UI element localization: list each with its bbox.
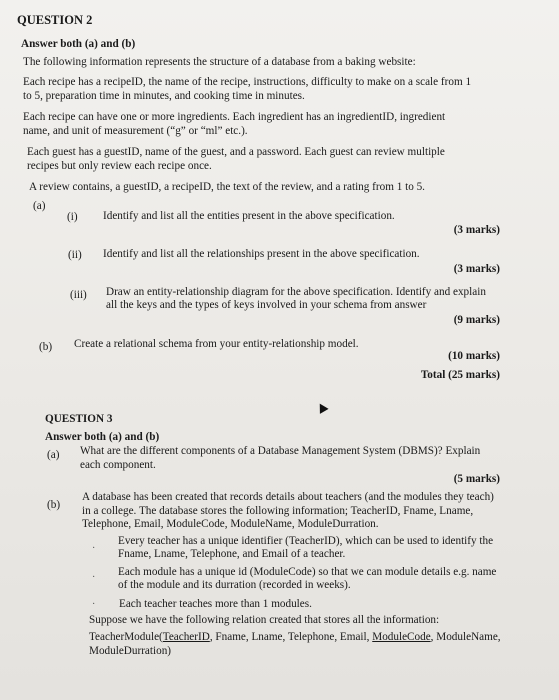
q3-part-a-line1: What are the different components of a Database Management System (DBMS)? Explain	[80, 445, 481, 457]
suppose-text: Suppose we have the following relation created that stores all the information:	[89, 614, 440, 626]
subpart-ii-label: (ii)	[68, 249, 82, 261]
bullet-2-line2: of the module and its durration (recorded in weeks).	[118, 579, 351, 591]
subpart-ii-marks: (3 marks)	[453, 263, 500, 275]
subpart-iii-line1: Draw an entity-relationship diagram for the above specification. Identify and explain	[106, 286, 486, 298]
paragraph-guest-line2: recipes but only review each recipe once.	[27, 160, 212, 172]
q3-part-b-line3: Telephone, Email, ModuleCode, ModuleName, ModuleDurration.	[82, 518, 379, 530]
paragraph-ingredient-line1: Each recipe can have one or more ingredients. Each ingredient has an ingredientID, ingredient	[23, 111, 446, 123]
question-3-instruction: Answer both (a) and (b)	[45, 431, 160, 443]
part-b-label: (b)	[39, 341, 53, 353]
paragraph-guest-line1: Each guest has a guestID, name of the guest, and a password. Each guest can review multiple	[27, 146, 445, 158]
q3-part-a-line2: each component.	[80, 459, 156, 471]
paragraph-ingredient-line2: name, and unit of measurement (“g” or “ml” etc.).	[23, 125, 248, 137]
question-2-title: QUESTION 2	[17, 13, 93, 27]
paragraph-recipe-line1: Each recipe has a recipeID, the name of the recipe, instructions, difficulty to make on a scale from 1	[23, 76, 472, 88]
q3-part-b-label: (b)	[47, 499, 61, 511]
relation-name: TeacherModule(	[89, 631, 163, 643]
bullet-1-line2: Fname, Lname, Telephone, and Email of a teacher.	[118, 548, 346, 560]
subpart-iii-marks: (9 marks)	[453, 314, 500, 326]
question-2-instruction: Answer both (a) and (b)	[21, 38, 136, 50]
relation-line1	[89, 631, 501, 644]
q3-part-b-line2: in a college. The database stores the following information; TeacherID, Fname, Lname,	[82, 505, 474, 517]
paragraph-review: A review contains, a guestID, a recipeID, the text of the review, and a rating from 1 to 5.	[29, 181, 425, 193]
bullet-3-text: Each teacher teaches more than 1 modules.	[119, 598, 312, 610]
subpart-ii-text: Identify and list all the relationships present in the above specification.	[103, 248, 420, 260]
subpart-i-marks: (3 marks)	[453, 224, 500, 236]
question-2-intro: The following information represents the structure of a database from a baking website:	[23, 56, 416, 68]
bullet-1-marker: ·	[92, 543, 96, 554]
part-b-marks: (10 marks)	[448, 350, 500, 362]
relation-key-teacherid: TeacherID	[162, 631, 210, 643]
subpart-iii-label: (iii)	[70, 289, 87, 301]
bullet-2-marker: ·	[92, 572, 96, 583]
part-b-text: Create a relational schema from your entity-relationship model.	[74, 338, 359, 350]
part-a-label: (a)	[33, 200, 46, 212]
mouse-pointer-icon	[315, 401, 328, 414]
subpart-iii-line2: all the keys and the types of keys involved in your schema from answer	[106, 299, 427, 311]
paragraph-recipe-line2: to 5, preparation time in minutes, and cooking time in minutes.	[23, 90, 305, 102]
q3-part-a-label: (a)	[47, 449, 60, 461]
relation-attributes-end: , ModuleName,	[430, 631, 501, 643]
bullet-1-line1: Every teacher has a unique identifier (TeacherID), which can be used to identify the	[118, 535, 494, 547]
bullet-3-marker: ·	[92, 599, 96, 610]
question-2-total: Total (25 marks)	[420, 369, 500, 381]
relation-key-modulecode: ModuleCode	[372, 631, 431, 643]
q3-part-b-line1: A database has been created that records details about teachers (and the modules they teach)	[82, 491, 494, 503]
subpart-i-label: (i)	[67, 211, 78, 223]
q3-part-a-marks: (5 marks)	[453, 473, 500, 485]
relation-line2: ModuleDurration)	[89, 645, 172, 657]
question-3-title: QUESTION 3	[45, 413, 113, 425]
bullet-2-line1: Each module has a unique id (ModuleCode) so that we can module details e.g. name	[118, 566, 497, 578]
relation-attributes: , Fname, Lname, Telephone, Email,	[209, 631, 373, 643]
subpart-i-text: Identify and list all the entities present in the above specification.	[103, 210, 395, 222]
